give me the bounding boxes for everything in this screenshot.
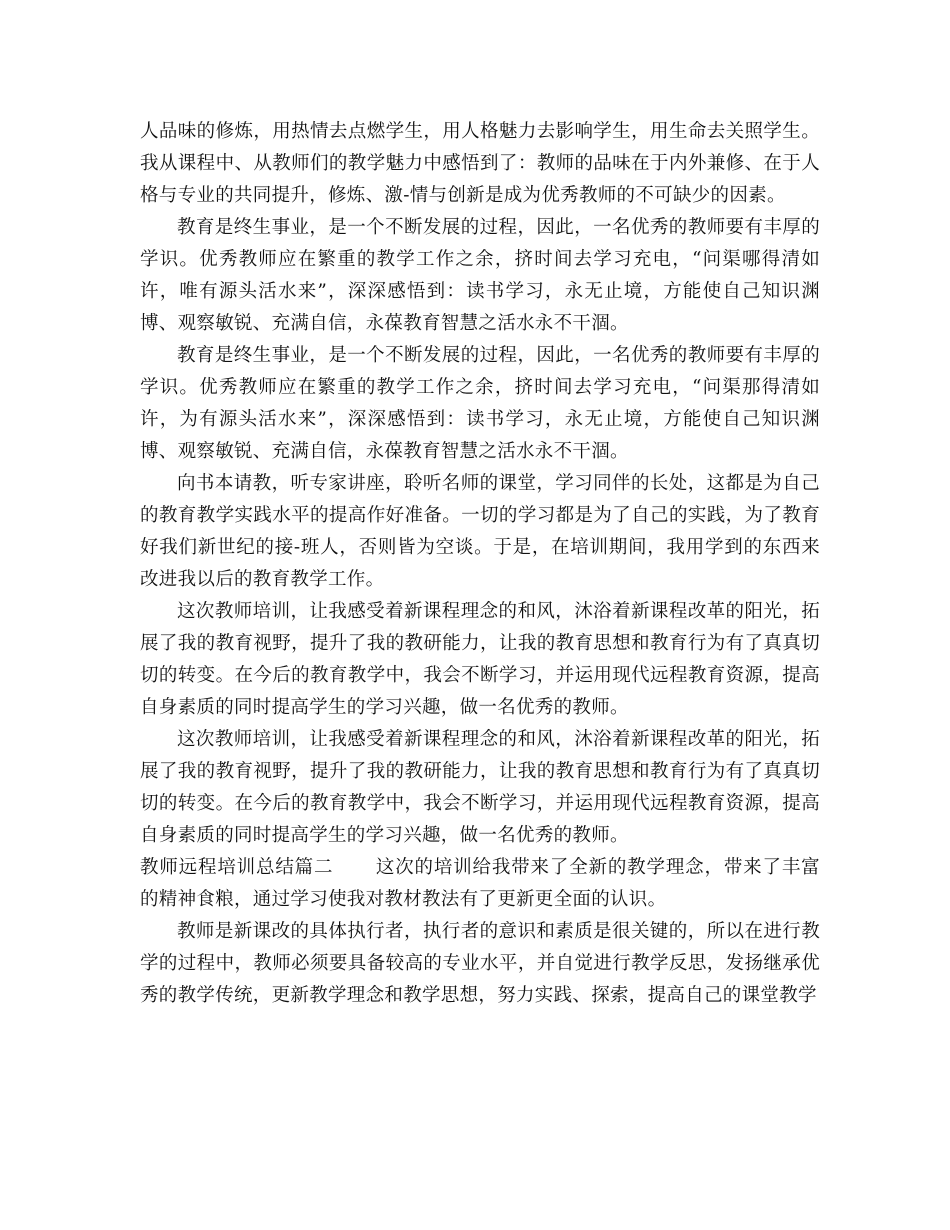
paragraph-3: 教育是终生事业，是一个不断发展的过程，因此，一名优秀的教师要有丰厚的学识。优秀教师应在繁重的教学工作之余，挤时间去学习充电，“问渠那得清如许，为有源头活水来”，深深感悟到：读书学习，永无止境，方能使自己知识渊博、观察敏锐、充满自信，永葆教育智慧之活水永不干涸。 <box>140 345 820 462</box>
paragraph-2: 教育是终生事业，是一个不断发展的过程，因此，一名优秀的教师要有丰厚的学识。优秀教师应在繁重的教学工作之余，挤时间去学习充电，“问渠哪得清如许，唯有源头活水来”，深深感悟到：读书学习，永无止境，方能使自己知识渊博、观察敏锐、充满自信，永葆教育智慧之活水永不干涸。 <box>140 217 820 334</box>
paragraph-5: 这次教师培训，让我感受着新课程理念的和风，沐浴着新课程改革的阳光，拓展了我的教育视野，提升了我的教研能力，让我的教育思想和教育行为有了真真切切的转变。在今后的教育教学中，我会不断学习，并运用现代远程教育资源，提高自身素质的同时提高学生的学习兴趣，做一名优秀的教师。 <box>140 601 820 718</box>
paragraph-6: 这次教师培训，让我感受着新课程理念的和风，沐浴着新课程改革的阳光，拓展了我的教育视野，提升了我的教研能力，让我的教育思想和教育行为有了真真切切的转变。在今后的教育教学中，我会不断学习，并运用现代远程教育资源，提高自身素质的同时提高学生的学习兴趣，做一名优秀的教师。 <box>140 729 820 846</box>
section-heading: 教师远程培训总结篇二 <box>140 857 334 878</box>
document-body <box>140 116 820 1012</box>
section-paragraph <box>140 852 820 916</box>
section-intro-text: 这次的培训给我带来了全新的教学理念，带来了丰富的精神食粮，通过学习使我对教材教法有了更新更全面的认识。 <box>140 857 820 910</box>
paragraph-1: 人品味的修炼，用热情去点燃学生，用人格魅力去影响学生，用生命去关照学生。我从课程中、从教师们的教学魅力中感悟到了：教师的品味在于内外兼修、在于人格与专业的共同提升，修炼、激-情与创新是成为优秀教师的不可缺少的因素。 <box>140 121 820 206</box>
paragraph-8: 教师是新课改的具体执行者，执行者的意识和素质是很关键的，所以在进行教学的过程中，教师必须要具备较高的专业水平，并自觉进行教学反思，发扬继承优秀的教学传统，更新教学理念和教学思想，努力实践、探索，提高自己的课堂教学 <box>140 921 820 1006</box>
paragraph-4: 向书本请教，听专家讲座，聆听名师的课堂，学习同伴的长处，这都是为自己的教育教学实践水平的提高作好准备。一切的学习都是为了自己的实践，为了教育好我们新世纪的接-班人，否则皆为空谈。于是，在培训期间，我用学到的东西来改进我以后的教育教学工作。 <box>140 473 820 590</box>
